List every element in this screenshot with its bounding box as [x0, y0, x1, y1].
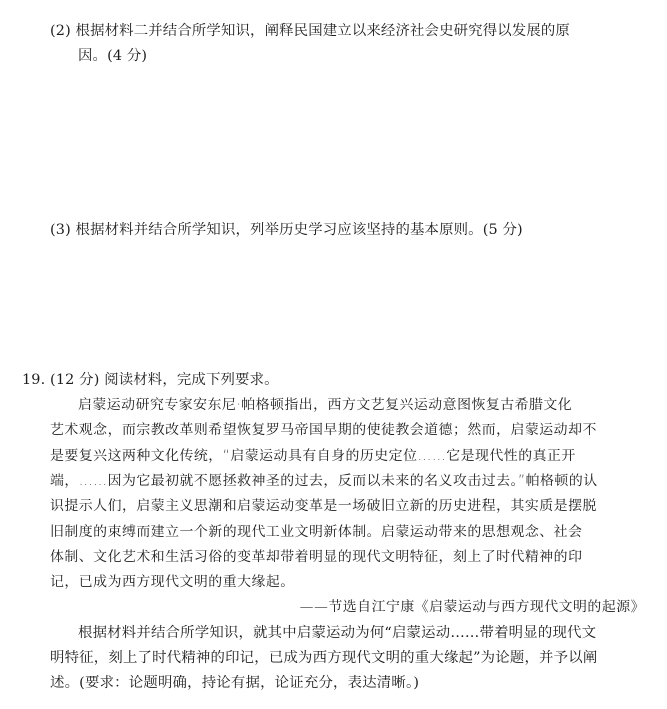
material-line-8: 记，已成为西方现代文明的重大缘起。: [50, 574, 295, 590]
material-line-1: 启蒙运动研究专家安东尼·帕格顿指出，西方文艺复兴运动意图恢复古希腊文化: [78, 397, 573, 413]
material-source: ——节选自江宁康《启蒙运动与西方现代文明的起源》: [299, 599, 645, 615]
question-3-line-1: (3) 根据材料并结合所学知识，列举历史学习应该坚持的基本原则。(5 分): [50, 222, 523, 238]
question-2-line-1: (2) 根据材料二并结合所学知识，阐释民国建立以来经济社会史研究得以发展的原: [50, 23, 570, 39]
material-line-3: 是要复兴这两种文化传统，“启蒙运动具有自身的历史定位……它是现代性的真正开: [50, 448, 576, 464]
task-line-1: 根据材料并结合所学知识，就其中启蒙运动为何“启蒙运动……带着明显的现代文: [78, 625, 597, 641]
task-line-3: 述。(要求：论题明确，持论有据，论证充分，表达清晰。): [50, 675, 420, 691]
task-line-2: 明特征，刻上了时代精神的印记，已成为西方现代文明的重大缘起”为论题，并予以阐: [50, 650, 598, 666]
material-line-2: 艺术观念，而宗教改革则希望恢复罗马帝国早期的使徒教会道德；然而，启蒙运动却不: [50, 422, 597, 438]
question-2-line-2: 因。(4 分): [78, 48, 148, 64]
question-19-header: 19. (12 分) 阅读材料，完成下列要求。: [22, 372, 279, 388]
material-line-7: 体制、文化艺术和生活习俗的变革却带着明显的现代文明特征，刻上了时代精神的印: [50, 549, 583, 565]
material-line-6: 旧制度的束缚而建立一个新的现代工业文明新体制。启蒙运动带来的思想观念、社会: [50, 524, 583, 540]
material-line-4: 端，……因为它最初就不愿拯救神圣的过去，反而以未来的名义攻击过去。”帕格顿的认: [50, 473, 598, 489]
material-line-5: 识提示人们，启蒙主义思潮和启蒙运动变革是一场破旧立新的历史进程，其实质是摆脱: [50, 498, 597, 514]
